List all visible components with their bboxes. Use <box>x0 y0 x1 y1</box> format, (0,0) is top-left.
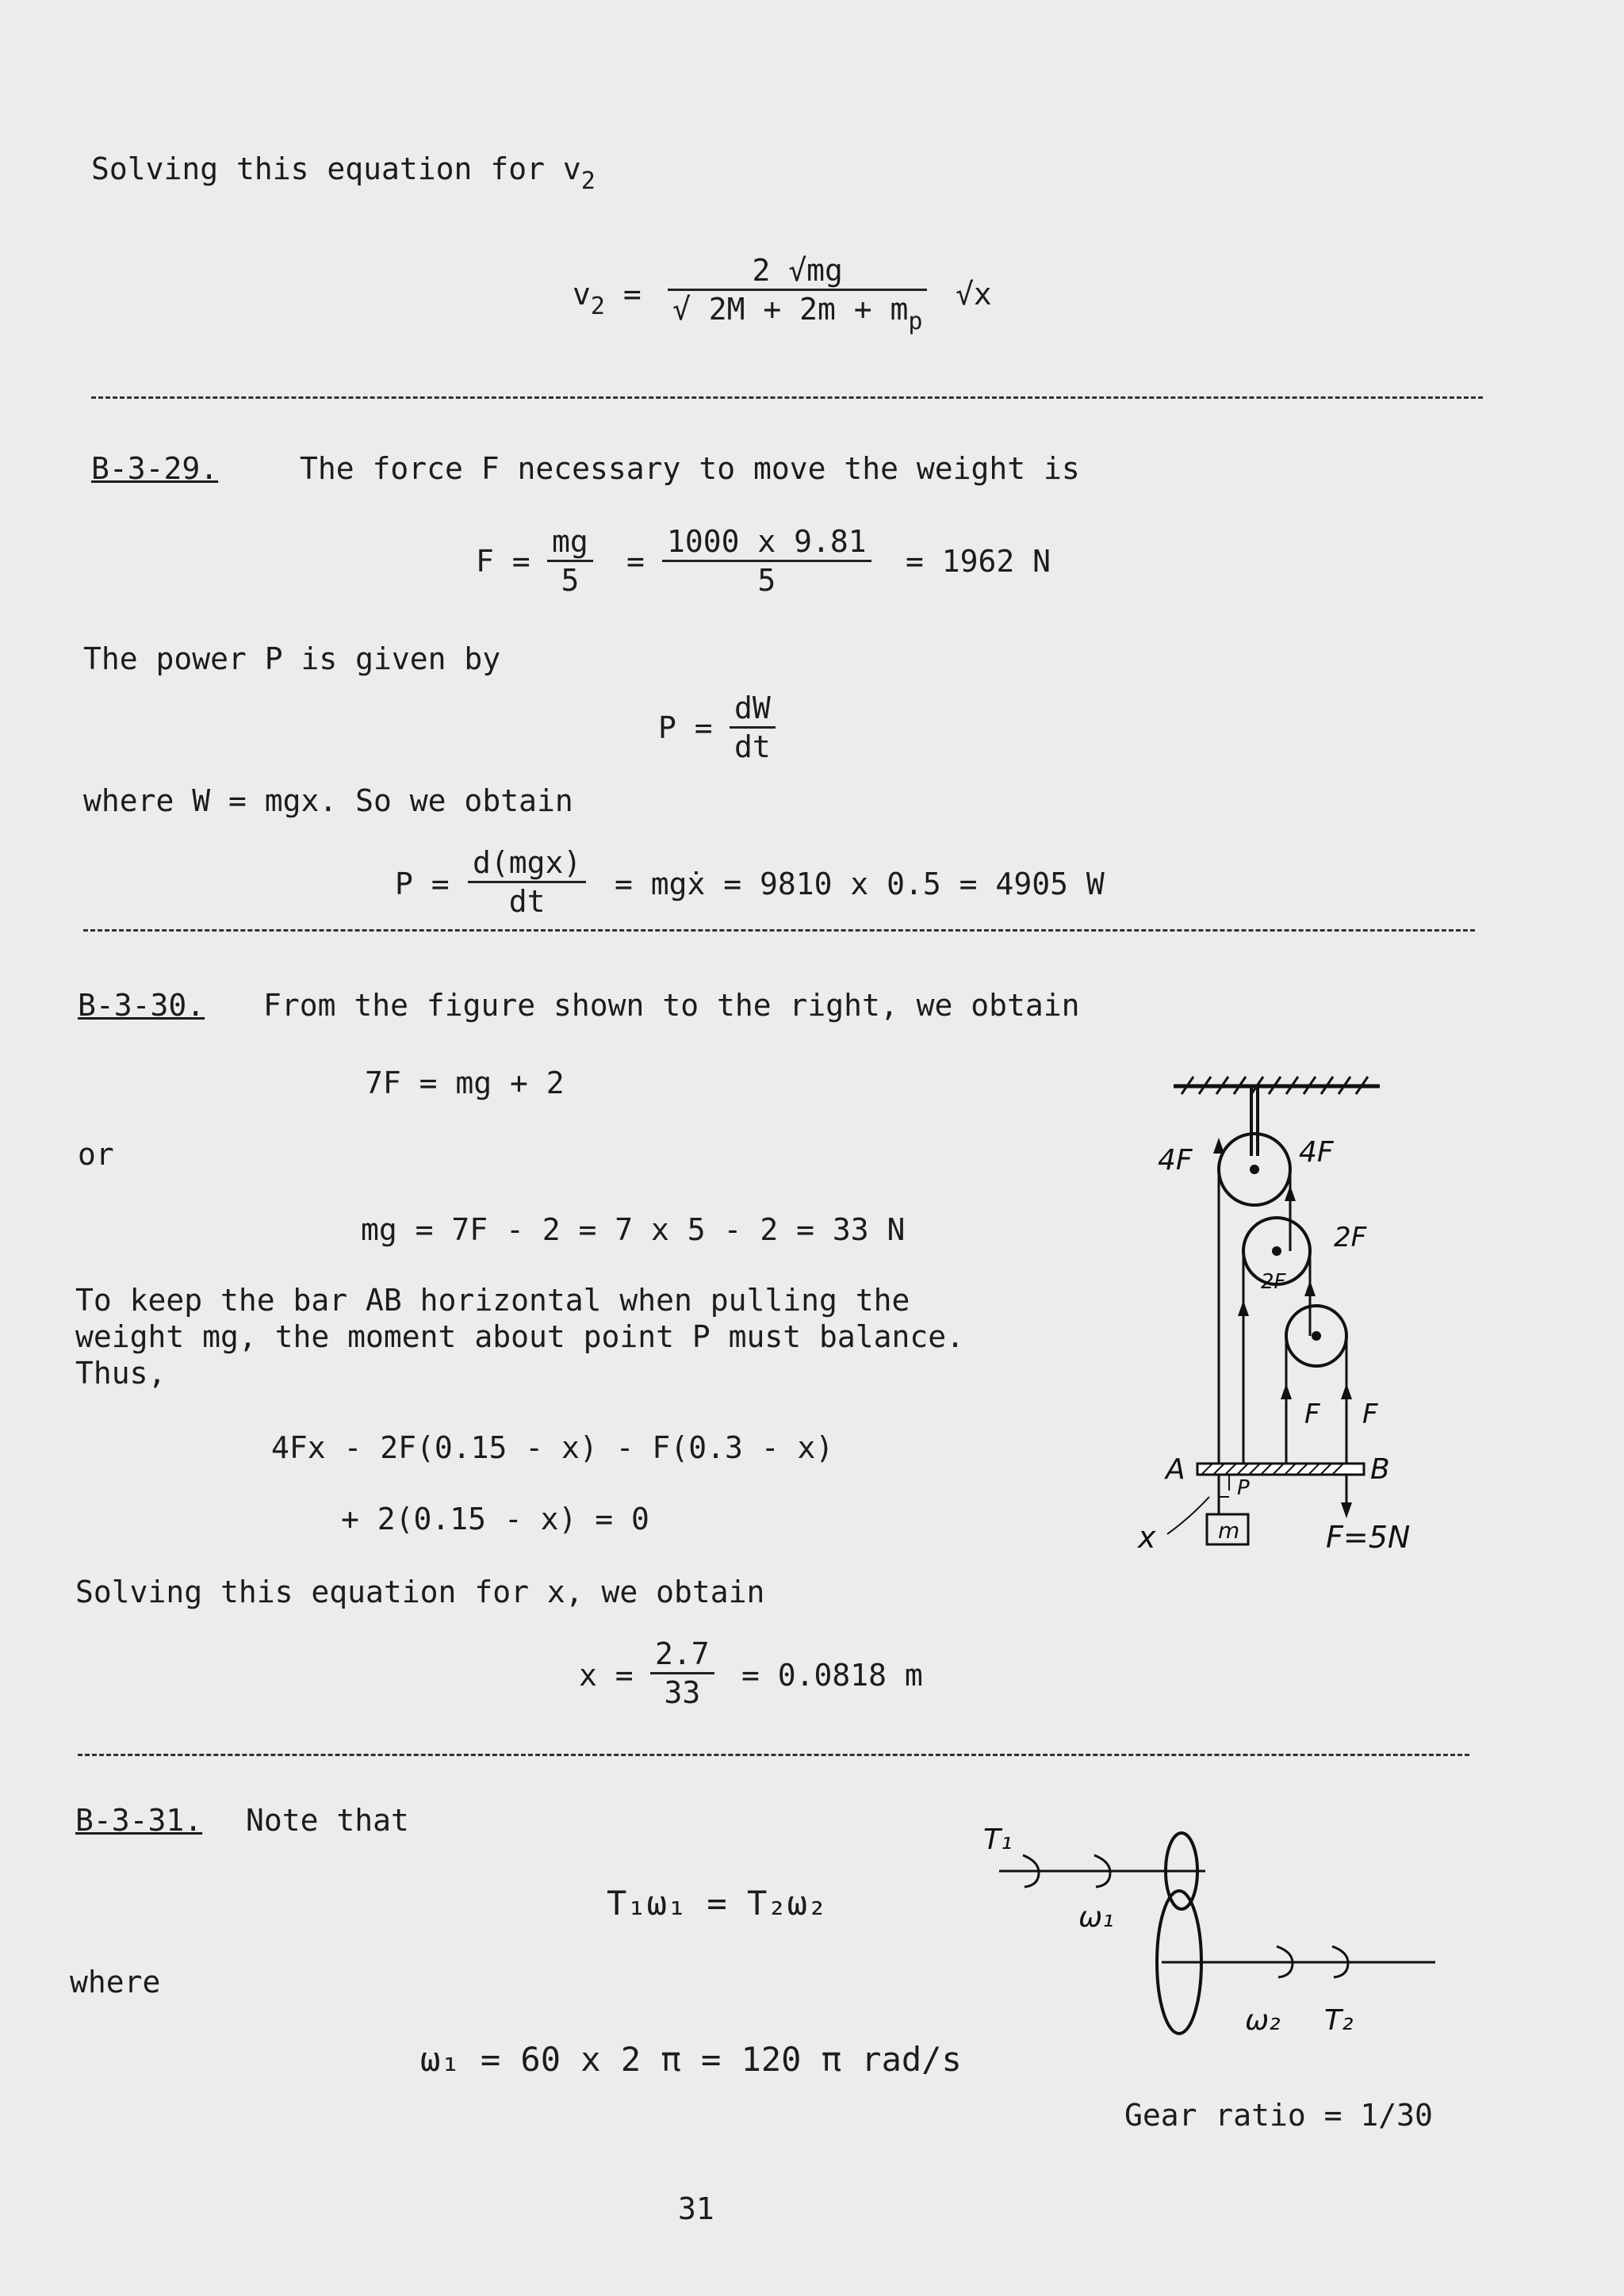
b29-eq1-lhs: F = <box>476 544 530 579</box>
b30-eq4-rhs: = 0.0818 m <box>741 1658 923 1693</box>
b31-eq2: ω₁ = 60 x 2 π = 120 π rad/s <box>420 2040 962 2079</box>
b29-eq1-equals: = <box>626 544 645 579</box>
b30-para-line-2: weight mg, the moment about point P must balance. <box>75 1319 965 1354</box>
b29-eq2-lhs: P = <box>658 710 713 745</box>
divider <box>91 396 1483 399</box>
b30-eq3-line1: 4Fx - 2F(0.15 - x) - F(0.3 - x) <box>271 1430 834 1465</box>
label-2f-top: 2F <box>1334 1222 1367 1253</box>
pulley-figure <box>1110 1062 1522 1578</box>
label-x: x <box>1138 1520 1156 1555</box>
v2-lhs: $v_2$ = <box>573 277 642 320</box>
gear-figure <box>959 1816 1451 2069</box>
b30-eq4-lhs: x = <box>579 1658 634 1693</box>
b31-where: where <box>70 1965 161 1999</box>
b30-para-line-3: Thus, <box>75 1356 167 1391</box>
label-b: B <box>1370 1453 1390 1486</box>
page-number: 31 <box>678 2191 714 2226</box>
b30-or: or <box>78 1137 114 1172</box>
label-t2: T₂ <box>1324 2004 1354 2037</box>
b29-eq2-frac: dW dt <box>730 690 776 765</box>
label-m: m <box>1218 1517 1240 1544</box>
label-force: F=5N <box>1326 1520 1411 1555</box>
b29-eq3-lhs: P = <box>395 867 450 901</box>
solve-v2-text: Solving this equation for $v_2$ <box>91 151 596 195</box>
b29-eq3-rhs: = mgẋ = 9810 x 0.5 = 4905 W <box>615 867 1105 901</box>
label-2f-mid: 2F <box>1261 1270 1286 1294</box>
label-f-right: F <box>1362 1399 1378 1430</box>
b29-eq1-frac2: 1000 x 9.81 5 <box>662 523 871 599</box>
label-4f-right: 4F <box>1299 1136 1334 1169</box>
b29-eq1-rhs: = 1962 N <box>906 544 1051 579</box>
divider <box>83 929 1475 932</box>
b30-eq1: 7F = mg + 2 <box>365 1066 565 1100</box>
v2-denominator: √ $2M + 2m + m_p$ <box>672 292 923 335</box>
b31-intro: Note that <box>246 1803 409 1838</box>
problem-label-b-3-30: B-3-30. <box>78 988 205 1023</box>
v2-numerator: 2 √mg <box>752 253 843 288</box>
label-omega2: ω₂ <box>1245 2004 1281 2037</box>
problem-label-b-3-29: B-3-29. <box>91 451 219 486</box>
v2-sqrt-x: √x <box>956 277 992 312</box>
divider <box>78 1754 1469 1756</box>
v2-fraction <box>668 252 927 340</box>
problem-label-b-3-31: B-3-31. <box>75 1803 203 1838</box>
b31-eq1: T₁ω₁ = T₂ω₂ <box>607 1884 828 1923</box>
label-4f-left: 4F <box>1158 1144 1193 1177</box>
b29-intro: The force F necessary to move the weight is <box>300 451 1080 486</box>
b30-eq3-line2: + 2(0.15 - x) = 0 <box>341 1502 649 1536</box>
b30-para-line-1: To keep the bar AB horizontal when pulling the <box>75 1283 910 1318</box>
label-f-left: F <box>1304 1399 1320 1430</box>
label-p: P <box>1237 1476 1250 1500</box>
gear-ratio: Gear ratio = 1/30 <box>1124 2098 1433 2133</box>
label-a: A <box>1166 1453 1185 1486</box>
b29-eq3-frac: d(mgx) dt <box>468 844 586 920</box>
label-t1: T₁ <box>983 1823 1013 1856</box>
b30-eq2: mg = 7F - 2 = 7 x 5 - 2 = 33 N <box>361 1212 906 1247</box>
b30-intro: From the figure shown to the right, we obtain <box>263 988 1080 1023</box>
b29-eq1-frac1: mg 5 <box>547 523 593 599</box>
b29-where-text: where W = mgx. So we obtain <box>83 783 573 818</box>
b30-eq4-frac: 2.7 33 <box>650 1636 714 1711</box>
label-omega1: ω₁ <box>1078 1901 1114 1934</box>
b29-power-text: The power P is given by <box>83 641 501 676</box>
b30-solve-text: Solving this equation for x, we obtain <box>75 1575 765 1609</box>
